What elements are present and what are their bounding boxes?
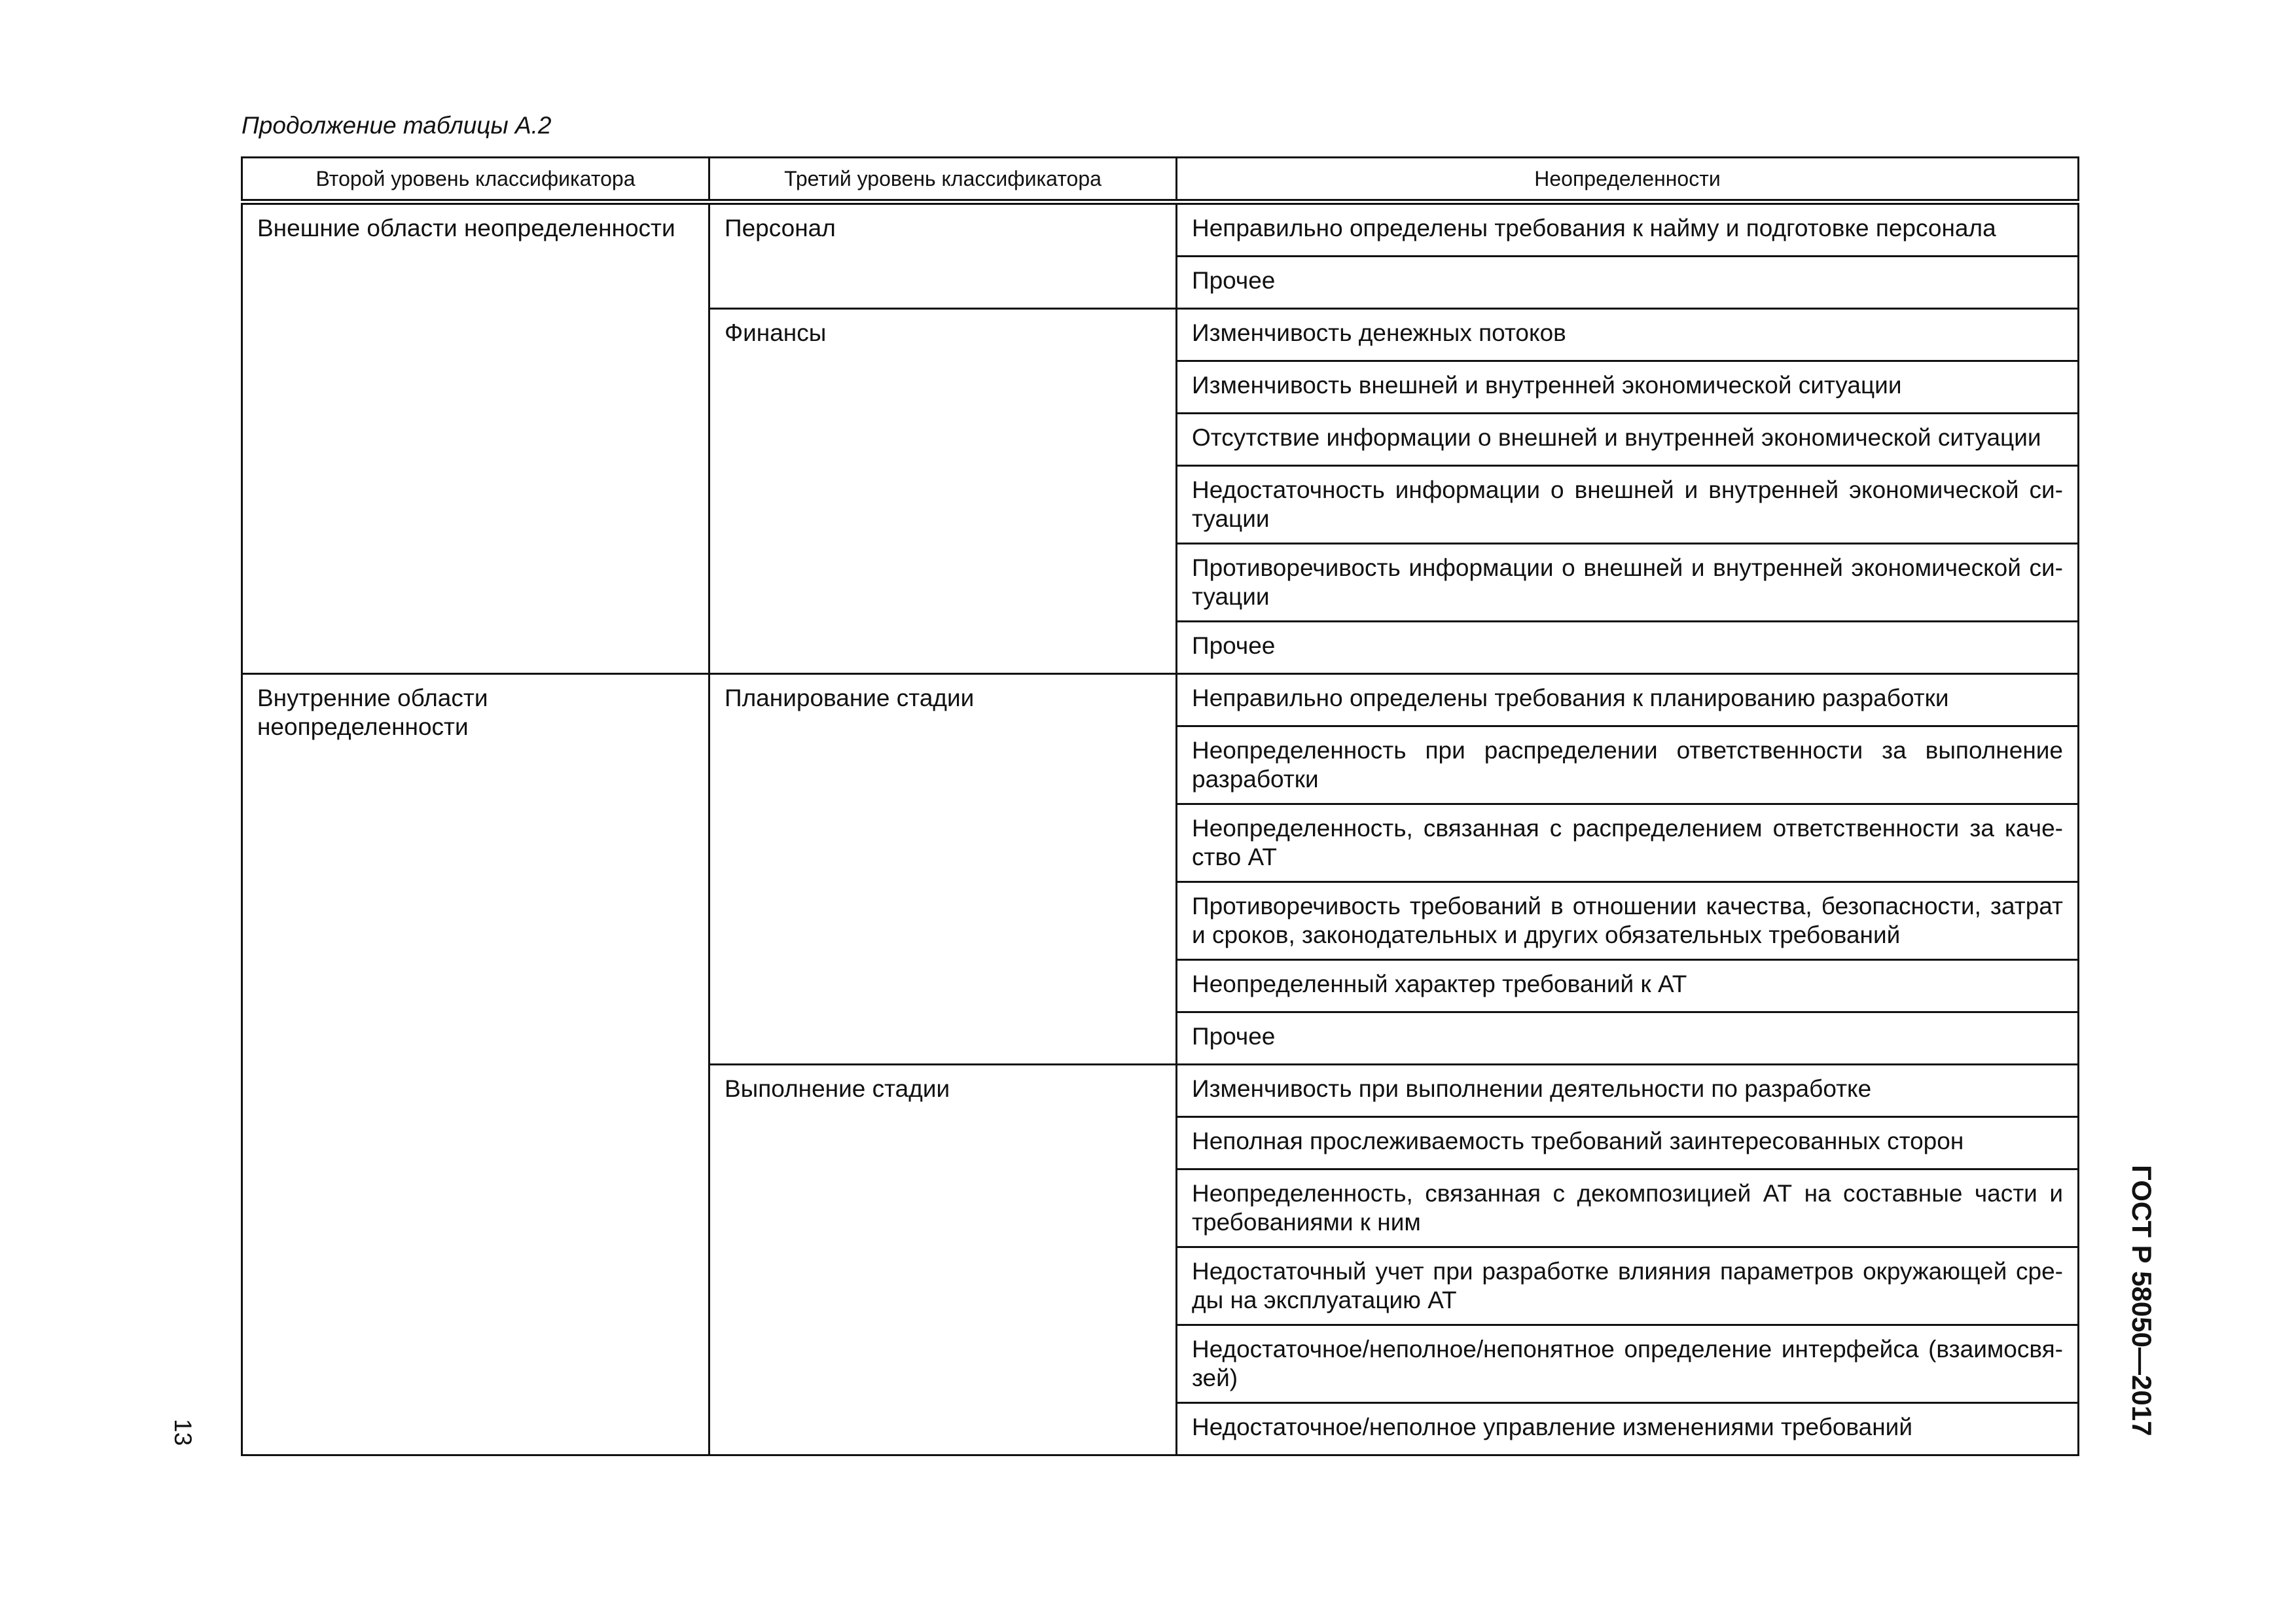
classifier-table — [241, 156, 2079, 1456]
table-row — [242, 202, 2079, 257]
level3-cell: Выполнение стадии — [709, 1065, 1177, 1455]
level2-cell: Внутренние области неопределенности — [242, 674, 709, 1455]
level2-cell: Внешние области неопределенности — [242, 202, 709, 674]
uncertainty-cell: Противоречивость информации о внешней и внутренней экономической си-туации — [1177, 544, 2079, 622]
column-header-uncertainties: Неопределенности — [1177, 158, 2079, 202]
uncertainty-cell: Недостаточное/неполное/непонятное определение интерфейса (взаимосвя-зей) — [1177, 1325, 2079, 1403]
column-header-level3: Третий уровень классификатора — [709, 158, 1177, 202]
uncertainty-cell: Недостаточный учет при разработке влияния параметров окружающей сре-ды на эксплуатацию АТ — [1177, 1247, 2079, 1325]
table-row — [242, 674, 2079, 726]
uncertainty-cell: Неопределенный характер требований к АТ — [1177, 960, 2079, 1012]
uncertainty-cell: Неопределенность при распределении ответственности за выполнение разработки — [1177, 726, 2079, 804]
uncertainty-cell: Изменчивость внешней и внутренней экономической ситуации — [1177, 361, 2079, 414]
level3-cell: Персонал — [709, 202, 1177, 309]
document-code: ГОСТ Р 58050—2017 — [2126, 1165, 2157, 1436]
uncertainty-cell: Отсутствие информации о внешней и внутренней экономической ситуации — [1177, 414, 2079, 466]
uncertainty-cell: Неопределенность, связанная с декомпозицией АТ на составные части и требованиями к ним — [1177, 1169, 2079, 1247]
uncertainty-cell: Недостаточное/неполное управление изменениями требований — [1177, 1403, 2079, 1455]
uncertainty-cell: Неопределенность, связанная с распределением ответственности за каче-ство АТ — [1177, 804, 2079, 882]
page-number: 13 — [170, 1419, 196, 1446]
uncertainty-cell: Недостаточность информации о внешней и внутренней экономической си-туации — [1177, 466, 2079, 544]
table-caption: Продолжение таблицы А.2 — [242, 112, 552, 139]
uncertainty-cell: Прочее — [1177, 622, 2079, 674]
uncertainty-cell: Неправильно определены требования к найму и подготовке персонала — [1177, 202, 2079, 257]
column-header-level2: Второй уровень классификатора — [242, 158, 709, 202]
uncertainty-cell: Прочее — [1177, 1012, 2079, 1065]
level3-cell: Финансы — [709, 309, 1177, 674]
uncertainty-cell: Изменчивость денежных потоков — [1177, 309, 2079, 361]
uncertainty-cell: Противоречивость требований в отношении качества, безопасности, затрат и сроков, законодательных и других обязательных требований — [1177, 882, 2079, 960]
table-header-row — [242, 158, 2079, 202]
uncertainty-cell: Неправильно определены требования к планированию разработки — [1177, 674, 2079, 726]
uncertainty-cell: Прочее — [1177, 257, 2079, 309]
level3-cell: Планирование стадии — [709, 674, 1177, 1065]
uncertainty-cell: Неполная прослеживаемость требований заинтересованных сторон — [1177, 1117, 2079, 1169]
uncertainty-cell: Изменчивость при выполнении деятельности по разработке — [1177, 1065, 2079, 1117]
